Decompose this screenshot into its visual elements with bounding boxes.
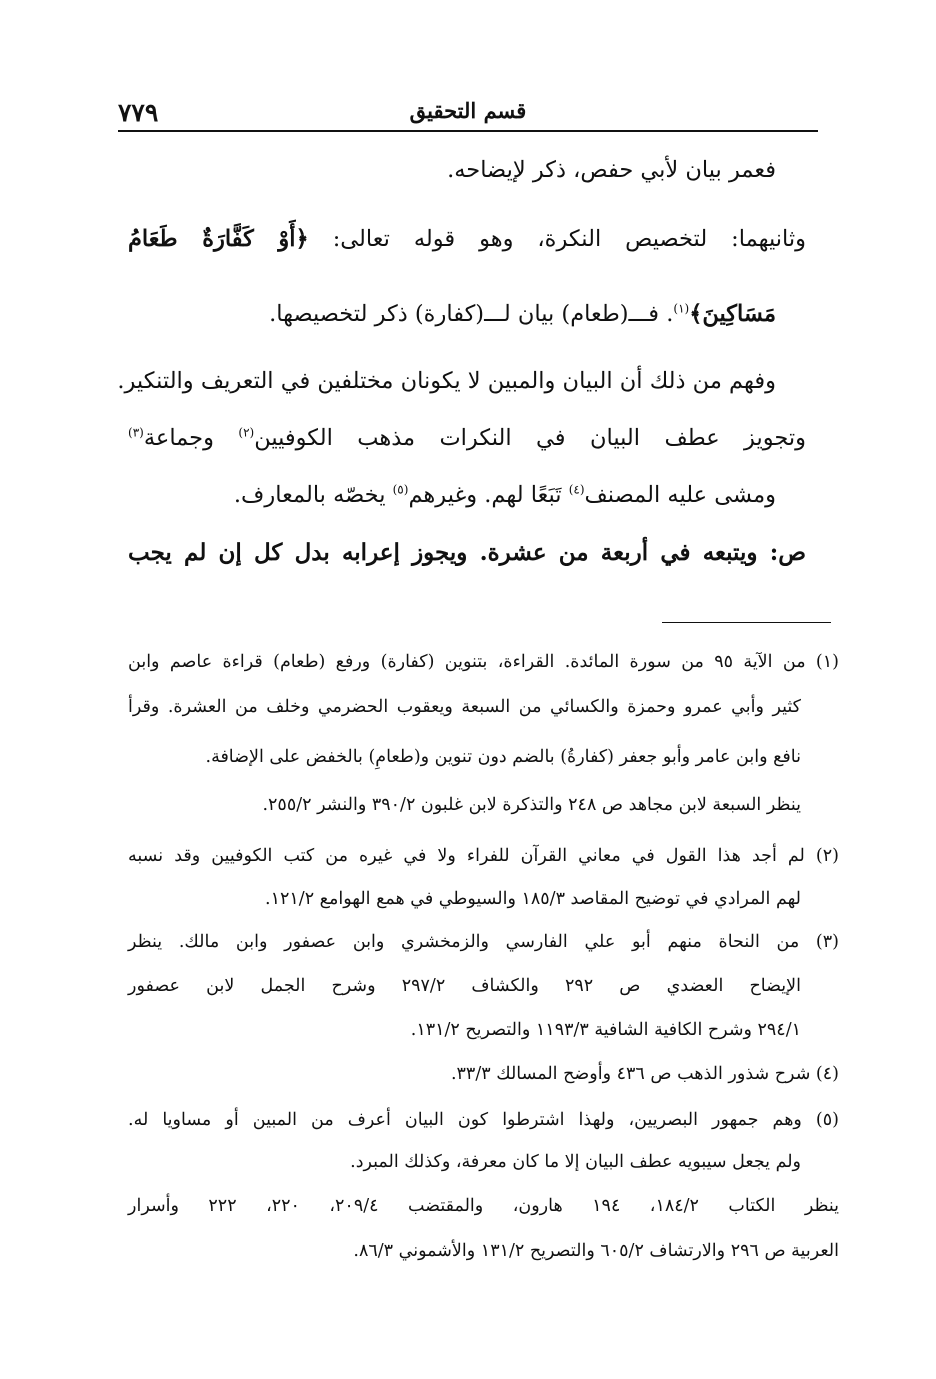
quran-verse-end: مَسَاكِينَ﴾ bbox=[689, 301, 776, 327]
footnote-2-line-2: لهم المرادي في توضيح المقاصد ١٨٥/٣ والسيوطي في همع الهوامع ١٢١/٢. bbox=[265, 889, 801, 909]
body-line-3 bbox=[128, 294, 776, 334]
header-rule bbox=[118, 130, 818, 132]
footnote-ref-3[interactable]: (٣) bbox=[128, 425, 144, 440]
footnote-1-line-1: (١) من الآية ٩٥ من سورة المائدة. القراءة، بتنوين (كفارة) ورفع (طعام) قراءة عاصم وابن bbox=[128, 652, 839, 672]
body-line-6-text-c: يخصّه بالمعارف. bbox=[233, 482, 393, 508]
page-header bbox=[118, 96, 818, 130]
footnote-5-line-4: العربية ص ٢٩٦ والارتشاف ٦٠٥/٢ والتصريح ١٣١/٢ والأشموني ٨٦/٣. bbox=[353, 1241, 839, 1261]
footnote-ref-1[interactable]: (١) bbox=[673, 301, 690, 316]
footnote-separator bbox=[662, 622, 831, 623]
footnote-5-line-3: ينظر الكتاب ١٨٤/٢، ١٩٤ هارون، والمقتضب ٢٠٩/٤، ٢٢٠، ٢٢٢ وأسرار bbox=[128, 1196, 839, 1216]
matn-line: ص: ويتبعه في أربعة من عشرة. ويجوز إعرابه بدل كل إن لم يجب bbox=[128, 539, 806, 566]
section-title: قسم التحقيق bbox=[409, 98, 527, 123]
footnote-1-line-4: ينظر السبعة لابن مجاهد ص ٢٤٨ والتذكرة لابن غلبون ٣٩٠/٢ والنشر ٢٥٥/٢. bbox=[262, 795, 801, 815]
body-line-4: وفهم من ذلك أن البيان والمبين لا يكونان مختلفين في التعريف والتنكير. bbox=[117, 368, 776, 394]
footnote-ref-2[interactable]: (٢) bbox=[238, 425, 255, 440]
footnote-5-line-2: ولم يجعل سيبويه عطف البيان إلا ما كان معرفة، وكذلك المبرد. bbox=[350, 1152, 801, 1172]
footnote-3-line-3: ٢٩٤/١ وشرح الكافية الشافية ١١٩٣/٣ والتصريح ١٣١/٢. bbox=[410, 1020, 801, 1040]
footnote-1-line-3: نافع وابن عامر وأبو جعفر (كفارةُ) بالضم دون تنوين و(طعامِ) بالخفض على الإضافة. bbox=[205, 747, 801, 767]
footnote-ref-5[interactable]: (٥) bbox=[392, 482, 409, 497]
footnote-ref-4[interactable]: (٤) bbox=[568, 482, 585, 497]
footnote-1-line-2: كثير وأبي عمرو وحمزة والكسائي من السبعة ويعقوب الحضرمي وخلف من العشرة. وقرأ bbox=[128, 697, 801, 717]
footnote-3-line-2: الإيضاح العضدي ص ٢٩٢ والكشاف ٢٩٧/٢ وشرح الجمل لابن عصفور bbox=[128, 976, 801, 996]
body-line-5-text-a: وتجويز عطف البيان في النكرات مذهب الكوفيين bbox=[254, 425, 806, 451]
page-number: ٧٧٩ bbox=[118, 98, 159, 127]
body-line-6-text-a: ومشى عليه المصنف bbox=[584, 482, 776, 508]
body-line-2 bbox=[128, 219, 806, 259]
quran-verse-start: ﴿أَوْ كَفَّارَةٌ طَعَامُ bbox=[128, 226, 309, 252]
body-line-6 bbox=[128, 475, 776, 515]
body-line-5-text-b: وجماعة bbox=[143, 425, 239, 451]
footnote-4-line-1: (٤) شرح شذور الذهب ص ٤٣٦ وأوضح المسالك ٣٣/٣. bbox=[450, 1064, 839, 1084]
body-line-3-text: . فـــ(طعام) بيان لـــ(كفارة) ذكر لتخصيصها. bbox=[269, 301, 674, 327]
footnote-5-line-1: (٥) وهم جمهور البصريين، ولهذا اشترطوا كون البيان أعرف من المبين أو مساويا له. bbox=[128, 1110, 839, 1130]
footnote-2-line-1: (٢) لم أجد هذا القول في معاني القرآن للفراء ولا في غيره من كتب الكوفيين وقد نسبه bbox=[128, 846, 839, 866]
footnote-3-line-1: (٣) من النحاة منهم أبو علي الفارسي والزمخشري وابن عصفور وابن مالك. ينظر bbox=[128, 932, 839, 952]
body-line-6-text-b: تَبَعًا لهم. وغيرهم bbox=[408, 482, 569, 508]
body-line-2-text: وثانيهما: لتخصيص النكرة، وهو قوله تعالى: bbox=[332, 226, 807, 252]
body-line-5 bbox=[128, 418, 806, 458]
body-line-1: فعمر بيان لأبي حفص، ذكر لإيضاحه. bbox=[447, 157, 776, 183]
